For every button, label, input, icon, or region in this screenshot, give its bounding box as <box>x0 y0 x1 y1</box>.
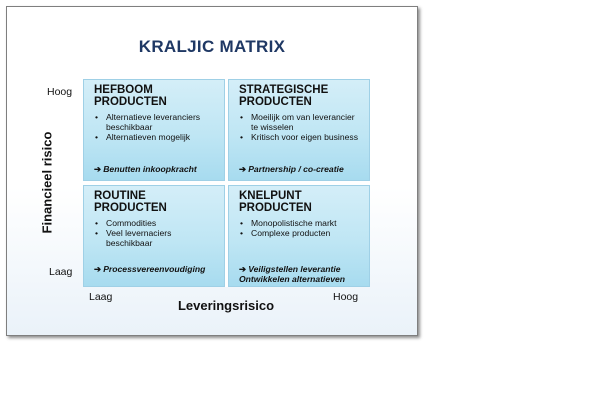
y-tick-high: Hoog <box>47 86 73 98</box>
strategy-action <box>239 164 344 174</box>
bullet-item: • Alternatieven mogelijk <box>104 132 218 142</box>
y-axis-label: Financieel risico <box>39 131 55 234</box>
action-text: Benutten inkoopkracht <box>103 164 197 174</box>
quadrant-strategische <box>228 79 370 181</box>
bullet-item: • Complexe producten <box>249 228 363 238</box>
matrix-grid <box>83 79 370 287</box>
y-tick-low: Laag <box>49 266 73 278</box>
quadrant-title-line2: PRODUCTEN <box>239 96 312 108</box>
quadrant-title <box>239 190 363 214</box>
quadrant-routine <box>83 185 225 287</box>
arrow-right-icon: ➔ <box>239 164 247 174</box>
action-text-line2: Ontwikkelen alternatieven <box>239 274 346 284</box>
quadrant-hefboom <box>83 79 225 181</box>
quadrant-title-line1: HEFBOOM <box>94 84 153 96</box>
arrow-right-icon: ➔ <box>239 264 247 274</box>
x-tick-high: Hoog <box>333 291 359 303</box>
bullet-item: • Moeilijk om van leverancier te wisselen <box>249 112 363 132</box>
matrix-title: KRALJIC MATRIX <box>138 37 286 56</box>
bullet-list <box>239 218 363 238</box>
quadrant-title-line2: PRODUCTEN <box>94 202 167 214</box>
bullet-item: • Alternatieve leveranciers beschikbaar <box>104 112 218 132</box>
action-text: Partnership / co-creatie <box>248 164 344 174</box>
x-axis-label: Leveringsrisico <box>177 298 275 313</box>
strategy-action <box>94 264 205 274</box>
bullet-list <box>94 112 218 142</box>
strategy-action <box>239 264 345 284</box>
quadrant-title-line2: PRODUCTEN <box>94 96 167 108</box>
quadrant-title <box>94 190 218 214</box>
quadrant-title <box>239 84 363 108</box>
quadrant-title <box>94 84 218 108</box>
quadrant-title-line1: KNELPUNT <box>239 190 302 202</box>
x-tick-low: Laag <box>89 291 113 303</box>
bullet-item: • Commodities <box>104 218 218 228</box>
quadrant-knelpunt <box>228 185 370 287</box>
action-text: Processvereenvoudiging <box>103 264 206 274</box>
arrow-right-icon: ➔ <box>94 264 102 274</box>
bullet-list <box>94 218 218 248</box>
bullet-item: • Veel levernaciers beschikbaar <box>104 228 218 248</box>
action-text-line1: Veiligstellen leverantie <box>248 264 341 274</box>
slide <box>6 6 418 336</box>
strategy-action <box>94 164 197 174</box>
bullet-item: • Kritisch voor eigen business <box>249 132 363 142</box>
bullet-list <box>239 112 363 142</box>
quadrant-title-line1: ROUTINE <box>94 190 146 202</box>
bullet-item: • Monopolistische markt <box>249 218 363 228</box>
arrow-right-icon: ➔ <box>94 164 102 174</box>
quadrant-title-line2: PRODUCTEN <box>239 202 312 214</box>
quadrant-title-line1: STRATEGISCHE <box>239 84 329 96</box>
